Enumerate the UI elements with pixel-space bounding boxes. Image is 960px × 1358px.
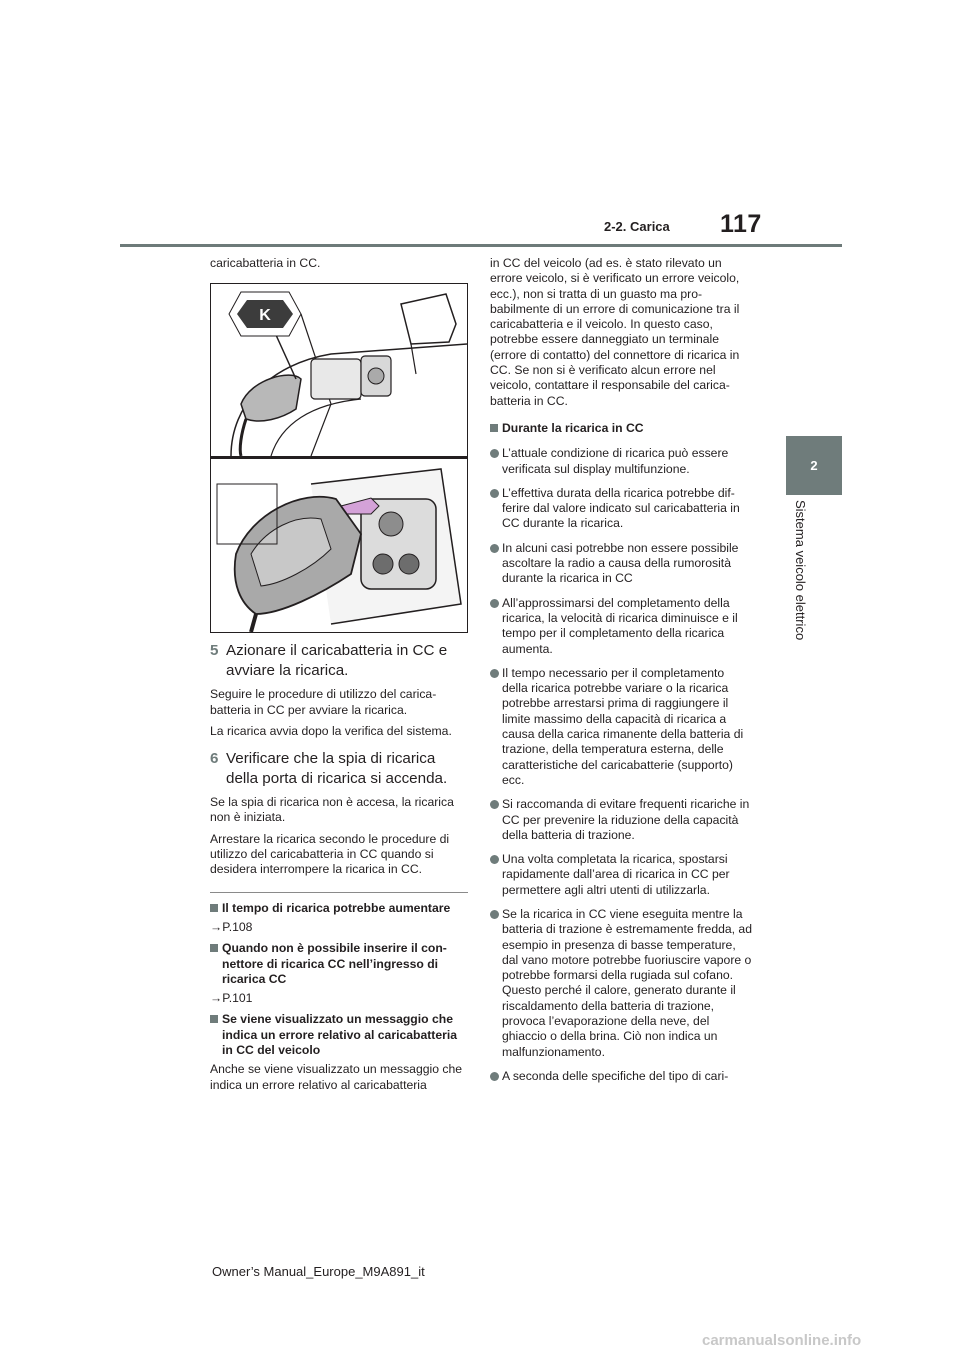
section-title: 2-2. Carica: [604, 219, 670, 234]
right-column: [490, 256, 752, 1093]
step-6: [210, 749, 468, 789]
info-heading: Quando non è possibile inserire il connettore di ricarica CC nell’ingresso di ricarica CC: [210, 941, 468, 987]
list-item: Il tempo necessario per il completamento della ricarica potrebbe variare o la ricarica potrebbe arrestarsi prima di raggiungere il limite massimo della capacità di ricarica a causa della carica rimanente della batteria di trazione, della temperatura esterna, delle caratteristiche del caricabatterie (supporto) ecc.: [490, 666, 752, 788]
list-item: Se la ricarica in CC viene eseguita mentre la batteria di trazione è estremamente fredda, ad esempio in presenza di basse temperature, dal vano motore potrebbe fuoriuscire vapore o potrebbe formarsi della rugiada sul cofano. Questo perché il calore, generato durante il riscaldamento della batteria di trazione, provoca l’evaporazione della neve, del ghiaccio o della brina. Ciò non indica un malfunzionamento.: [490, 907, 752, 1060]
chapter-tab: 2: [786, 436, 842, 495]
bullet-dot-icon: [490, 855, 499, 864]
paragraph: La ricarica avvia dopo la verifica del sistema.: [210, 723, 452, 738]
bullet-dot-icon: [490, 489, 499, 498]
header-divider: [120, 244, 842, 247]
figure-badge: K: [259, 307, 271, 325]
left-column: [210, 256, 468, 1093]
watermark: carmanualsonline.info: [702, 1332, 862, 1349]
step-5: [210, 641, 468, 681]
bullet-dot-icon: [490, 669, 499, 678]
page-number: 117: [720, 210, 762, 238]
paragraph: in CC del veicolo (ad es. è stato rilevato un errore veicolo, si è verificato un errore veicolo, ecc.), non si tratta di un guasto ma probabilmente di un errore di comunicazione tra il caricabatteria e il veicolo. In questo caso, potrebbe essere danneggiato un terminale (errore di contatto) del connettore di ricarica in CC. Se non si è verificato alcun errore nel veicolo, contattare il responsabile del caricabatteria in CC.: [490, 256, 740, 408]
page-reference: →P.108: [210, 919, 253, 934]
paragraph: Arrestare la ricarica secondo le procedure di utilizzo del caricabatteria in CC quando si desidera interrompere la ricarica in CC.: [210, 831, 450, 877]
bullet-dot-icon: [490, 910, 499, 919]
bullet-dot-icon: [490, 544, 499, 553]
info-heading: Se viene visualizzato un messaggio che indica un errore relativo al caricabatteria in CC del veicolo: [210, 1012, 468, 1058]
intro-text: caricabatteria in CC.: [210, 256, 321, 270]
paragraph: Se la spia di ricarica non è accesa, la ricarica non è iniziata.: [210, 795, 454, 825]
bullet-dot-icon: [490, 599, 499, 608]
step-text: Verificare che la spia di ricarica della porta di ricarica si accenda.: [226, 750, 448, 788]
list-item: L’attuale condizione di ricarica può essere verificata sul display multifunzione.: [490, 446, 752, 477]
info-heading: Durante la ricarica in CC: [490, 421, 752, 436]
bullet-dot-icon: [490, 449, 499, 458]
charging-illustration: [210, 283, 468, 633]
bullet-dot-icon: [490, 800, 499, 809]
list-item: Una volta completata la ricarica, spostarsi rapidamente dall’area di ricarica in CC per permettere agli altri utenti di utilizzarla.: [490, 852, 752, 898]
step-number: 6: [210, 750, 219, 768]
footer-manual-id: Owner’s Manual_Europe_M9A891_it: [212, 1264, 425, 1279]
list-item: A seconda delle specifiche del tipo di cari-: [490, 1069, 752, 1084]
paragraph: Anche se viene visualizzato un messaggio che indica un errore relativo al caricabatteria: [210, 1062, 463, 1092]
list-item: Si raccomanda di evitare frequenti ricariche in CC per prevenire la riduzione della capacità della batteria di trazione.: [490, 797, 752, 843]
square-bullet-icon: [490, 424, 498, 432]
bullet-dot-icon: [490, 1072, 499, 1081]
list-item: L’effettiva durata della ricarica potrebbe differire dal valore indicato sul caricabatteria in CC durante la ricarica.: [490, 486, 752, 532]
square-bullet-icon: [210, 904, 218, 912]
info-heading: Il tempo di ricarica potrebbe aumentare: [210, 901, 468, 916]
page-reference: →P.101: [210, 991, 253, 1006]
charging-connector-image: [211, 284, 467, 632]
list-item: In alcuni casi potrebbe non essere possibile ascoltare la radio a causa della rumorosità durante la ricarica in CC: [490, 541, 752, 587]
paragraph: Seguire le procedure di utilizzo del caricabatteria in CC per avviare la ricarica.: [210, 687, 437, 717]
step-number: 5: [210, 642, 219, 660]
list-item: All’approssimarsi del completamento della ricarica, la velocità di ricarica diminuisce e il tempo per il completamento della ricarica aumenta.: [490, 596, 752, 657]
chapter-label: Sistema veicolo elettrico: [793, 500, 808, 641]
step-text: Azionare il caricabatteria in CC e avviare la ricarica.: [226, 642, 448, 680]
section-divider: [210, 892, 468, 893]
square-bullet-icon: [210, 1015, 218, 1023]
square-bullet-icon: [210, 944, 218, 952]
